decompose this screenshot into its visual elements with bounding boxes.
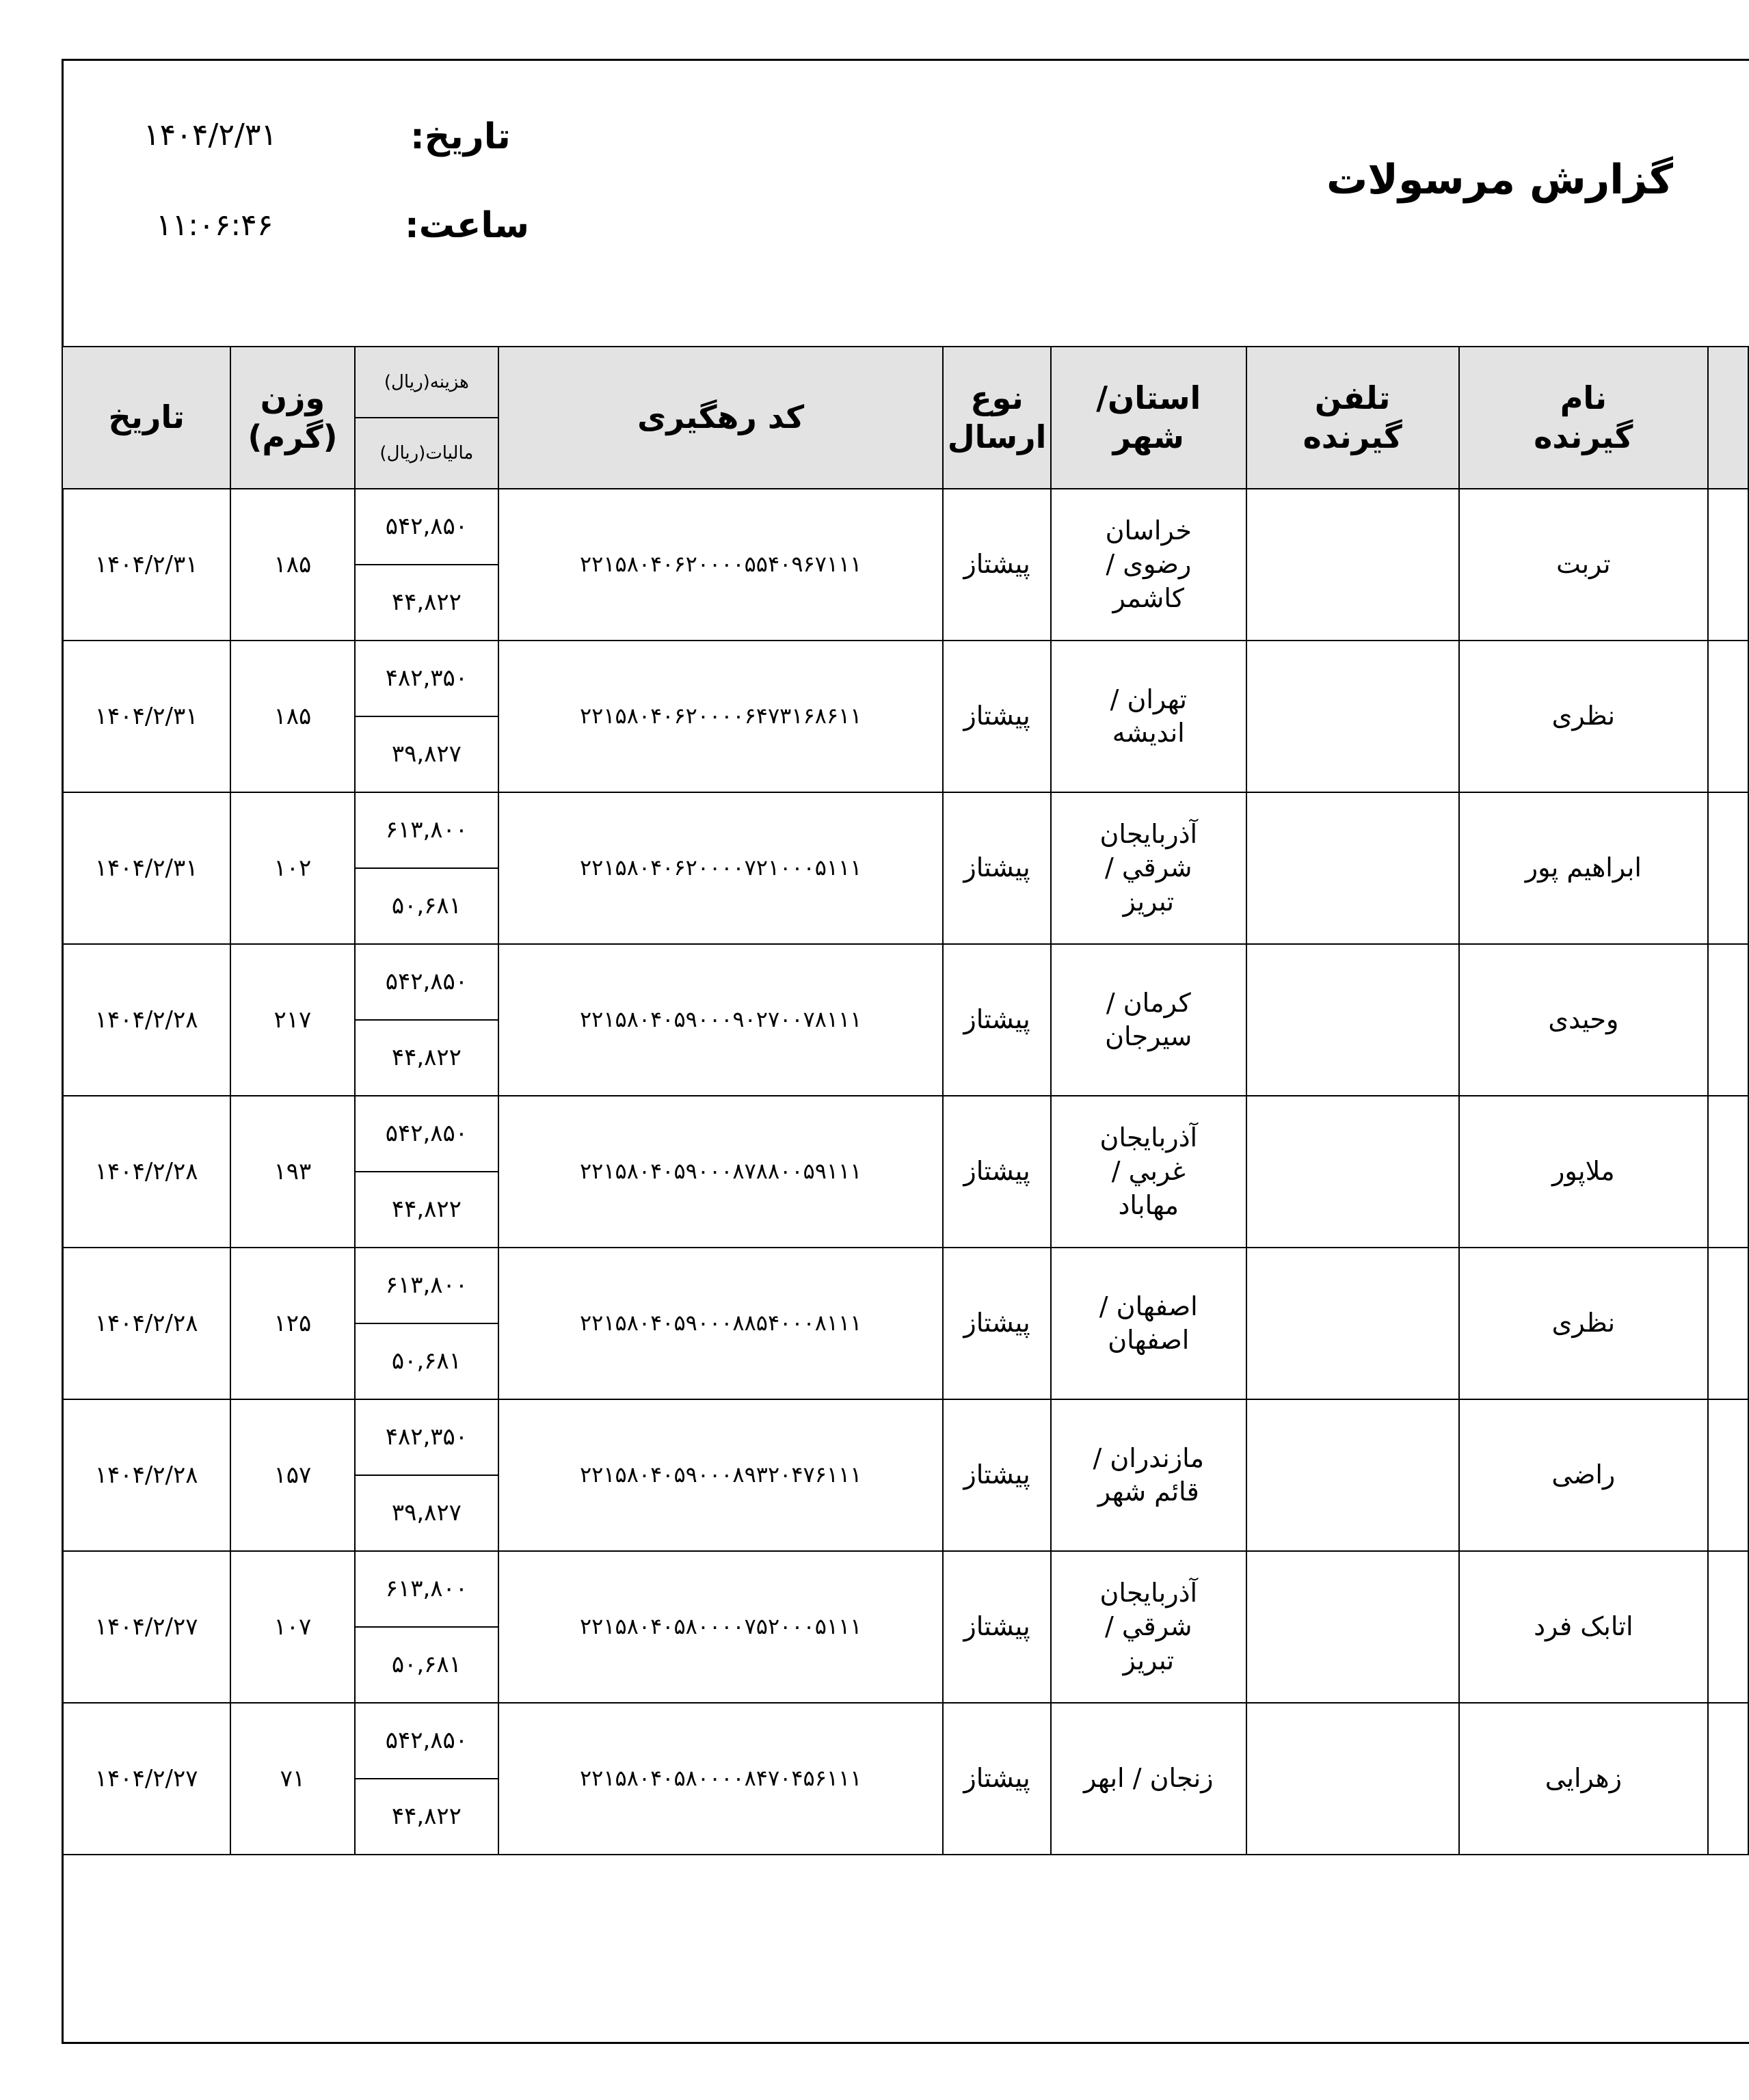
cell-recipient-name: ابراهیم پور [1459, 792, 1708, 944]
table-row [62, 1248, 1748, 1323]
cell-province-city: زنجان / ابهر [1051, 1703, 1246, 1855]
cell-send-type: پیشتاز [943, 792, 1051, 944]
cell-recipient-name: تربت [1459, 489, 1708, 641]
cell-extra [1708, 944, 1748, 1096]
cell-send-type: پیشتاز [943, 489, 1051, 641]
cell-cost: ۶۱۳,۸۰۰ [355, 1248, 499, 1323]
table-row [62, 489, 1748, 565]
report-title: گزارش مرسولات [1326, 156, 1674, 204]
cell-weight: ۱۸۵ [230, 641, 354, 792]
cell-date: ۱۴۰۴/۲/۳۱ [62, 489, 230, 641]
cell-recipient-name: راضی [1459, 1399, 1708, 1551]
table-row [62, 641, 1748, 716]
cell-tracking: ۲۲۱۵۸۰۴۰۵۹۰۰۰۸۸۵۴۰۰۰۸۱۱۱ [498, 1248, 943, 1399]
cell-weight: ۱۰۲ [230, 792, 354, 944]
cell-extra [1708, 1096, 1748, 1248]
cell-extra [1708, 1399, 1748, 1551]
cell-date: ۱۴۰۴/۲/۲۸ [62, 944, 230, 1096]
cell-extra [1708, 1703, 1748, 1855]
cell-extra [1708, 792, 1748, 944]
cell-phone [1246, 1096, 1459, 1248]
cell-cost: ۶۱۳,۸۰۰ [355, 1551, 499, 1627]
cell-phone [1246, 1399, 1459, 1551]
cell-tax: ۳۹,۸۲۷ [355, 716, 499, 792]
cell-province-city: آذربايجان شرقي / تبريز [1051, 792, 1246, 944]
table-row [62, 1399, 1748, 1475]
time-label: ساعت: [405, 205, 530, 246]
cell-date: ۱۴۰۴/۲/۳۱ [62, 641, 230, 792]
col-province-city: استان/ شهر [1051, 347, 1246, 489]
cell-weight: ۱۵۷ [230, 1399, 354, 1551]
date-value: ۱۴۰۴/۲/۳۱ [144, 118, 278, 152]
cell-tracking: ۲۲۱۵۸۰۴۰۵۸۰۰۰۰۷۵۲۰۰۰۵۱۱۱ [498, 1551, 943, 1703]
cell-recipient-name: اتابک فرد [1459, 1551, 1708, 1703]
cell-phone [1246, 792, 1459, 944]
cell-extra [1708, 1248, 1748, 1399]
cell-date: ۱۴۰۴/۲/۲۸ [62, 1096, 230, 1248]
col-send-type: نوع ارسال [943, 347, 1051, 489]
cell-send-type: پیشتاز [943, 641, 1051, 792]
cell-cost: ۶۱۳,۸۰۰ [355, 792, 499, 868]
cell-send-type: پیشتاز [943, 1399, 1051, 1551]
cell-province-city: تهران / اندیشه [1051, 641, 1246, 792]
cell-phone [1246, 641, 1459, 792]
cell-province-city: مازندران / قائم شهر [1051, 1399, 1246, 1551]
cell-province-city: اصفهان / اصفهان [1051, 1248, 1246, 1399]
cell-tracking: ۲۲۱۵۸۰۴۰۵۸۰۰۰۰۸۴۷۰۴۵۶۱۱۱ [498, 1703, 943, 1855]
cell-tax: ۴۴,۸۲۲ [355, 565, 499, 641]
cell-phone [1246, 489, 1459, 641]
col-weight: وزن (گرم) [230, 347, 354, 489]
cell-tax: ۵۰,۶۸۱ [355, 1323, 499, 1399]
cell-send-type: پیشتاز [943, 944, 1051, 1096]
cell-send-type: پیشتاز [943, 1248, 1051, 1399]
cell-date: ۱۴۰۴/۲/۲۷ [62, 1703, 230, 1855]
cell-recipient-name: زهرایی [1459, 1703, 1708, 1855]
cell-cost: ۴۸۲,۳۵۰ [355, 1399, 499, 1475]
table-row [62, 1551, 1748, 1627]
table-row [62, 944, 1748, 1020]
cell-phone [1246, 1703, 1459, 1855]
cell-weight: ۱۹۳ [230, 1096, 354, 1248]
cell-cost: ۵۴۲,۸۵۰ [355, 1096, 499, 1172]
cell-province-city: آذربايجان شرقي / تبريز [1051, 1551, 1246, 1703]
cell-province-city: خراسان رضوی / کاشمر [1051, 489, 1246, 641]
cell-send-type: پیشتاز [943, 1703, 1051, 1855]
cell-tax: ۴۴,۸۲۲ [355, 1172, 499, 1248]
cell-send-type: پیشتاز [943, 1096, 1051, 1248]
cell-recipient-name: نظری [1459, 1248, 1708, 1399]
cell-recipient-name: وحیدی [1459, 944, 1708, 1096]
table-row [62, 1703, 1748, 1779]
cell-tracking: ۲۲۱۵۸۰۴۰۵۹۰۰۰۸۹۳۲۰۴۷۶۱۱۱ [498, 1399, 943, 1551]
cell-tracking: ۲۲۱۵۸۰۴۰۵۹۰۰۰۹۰۲۷۰۰۷۸۱۱۱ [498, 944, 943, 1096]
cell-cost: ۵۴۲,۸۵۰ [355, 1703, 499, 1779]
shipments-table [62, 346, 1749, 1855]
cell-date: ۱۴۰۴/۲/۳۱ [62, 792, 230, 944]
cell-extra [1708, 641, 1748, 792]
table-row [62, 792, 1748, 868]
cell-weight: ۲۱۷ [230, 944, 354, 1096]
table-body [62, 489, 1748, 1855]
time-value: ۱۱:۰۶:۴۶ [156, 208, 273, 243]
col-cost: هزینه(ریال) [355, 347, 499, 418]
cell-tax: ۵۰,۶۸۱ [355, 868, 499, 944]
date-label: تاریخ: [410, 116, 511, 157]
col-tracking: کد رهگیری [498, 347, 943, 489]
cell-tracking: ۲۲۱۵۸۰۴۰۶۲۰۰۰۰۷۲۱۰۰۰۵۱۱۱ [498, 792, 943, 944]
cell-phone [1246, 1248, 1459, 1399]
cell-tracking: ۲۲۱۵۸۰۴۰۶۲۰۰۰۰۶۴۷۳۱۶۸۶۱۱ [498, 641, 943, 792]
cell-recipient-name: نظری [1459, 641, 1708, 792]
cell-recipient-name: ملاپور [1459, 1096, 1708, 1248]
cell-date: ۱۴۰۴/۲/۲۸ [62, 1399, 230, 1551]
col-extra [1708, 347, 1748, 489]
cell-weight: ۱۸۵ [230, 489, 354, 641]
cell-province-city: آذربايجان غربي / مهاباد [1051, 1096, 1246, 1248]
cell-tracking: ۲۲۱۵۸۰۴۰۵۹۰۰۰۸۷۸۸۰۰۵۹۱۱۱ [498, 1096, 943, 1248]
cell-cost: ۴۸۲,۳۵۰ [355, 641, 499, 716]
cell-weight: ۱۲۵ [230, 1248, 354, 1399]
col-tax: مالیات(ریال) [355, 418, 499, 489]
cell-tax: ۴۴,۸۲۲ [355, 1020, 499, 1096]
cell-weight: ۷۱ [230, 1703, 354, 1855]
cell-extra [1708, 489, 1748, 641]
col-date: تاریخ [62, 347, 230, 489]
cell-date: ۱۴۰۴/۲/۲۸ [62, 1248, 230, 1399]
cell-tracking: ۲۲۱۵۸۰۴۰۶۲۰۰۰۰۵۵۴۰۹۶۷۱۱۱ [498, 489, 943, 641]
cell-phone [1246, 944, 1459, 1096]
cell-date: ۱۴۰۴/۲/۲۷ [62, 1551, 230, 1703]
table-row [62, 1096, 1748, 1172]
col-recipient-name: نام گیرنده [1459, 347, 1708, 489]
cell-tax: ۳۹,۸۲۷ [355, 1475, 499, 1551]
cell-send-type: پیشتاز [943, 1551, 1051, 1703]
cell-tax: ۴۴,۸۲۲ [355, 1779, 499, 1855]
cell-phone [1246, 1551, 1459, 1703]
cell-tax: ۵۰,۶۸۱ [355, 1627, 499, 1703]
cell-extra [1708, 1551, 1748, 1703]
cell-cost: ۵۴۲,۸۵۰ [355, 944, 499, 1020]
col-recipient-phone: تلفن گیرنده [1246, 347, 1459, 489]
cell-province-city: کرمان / سیرجان [1051, 944, 1246, 1096]
cell-cost: ۵۴۲,۸۵۰ [355, 489, 499, 565]
cell-weight: ۱۰۷ [230, 1551, 354, 1703]
